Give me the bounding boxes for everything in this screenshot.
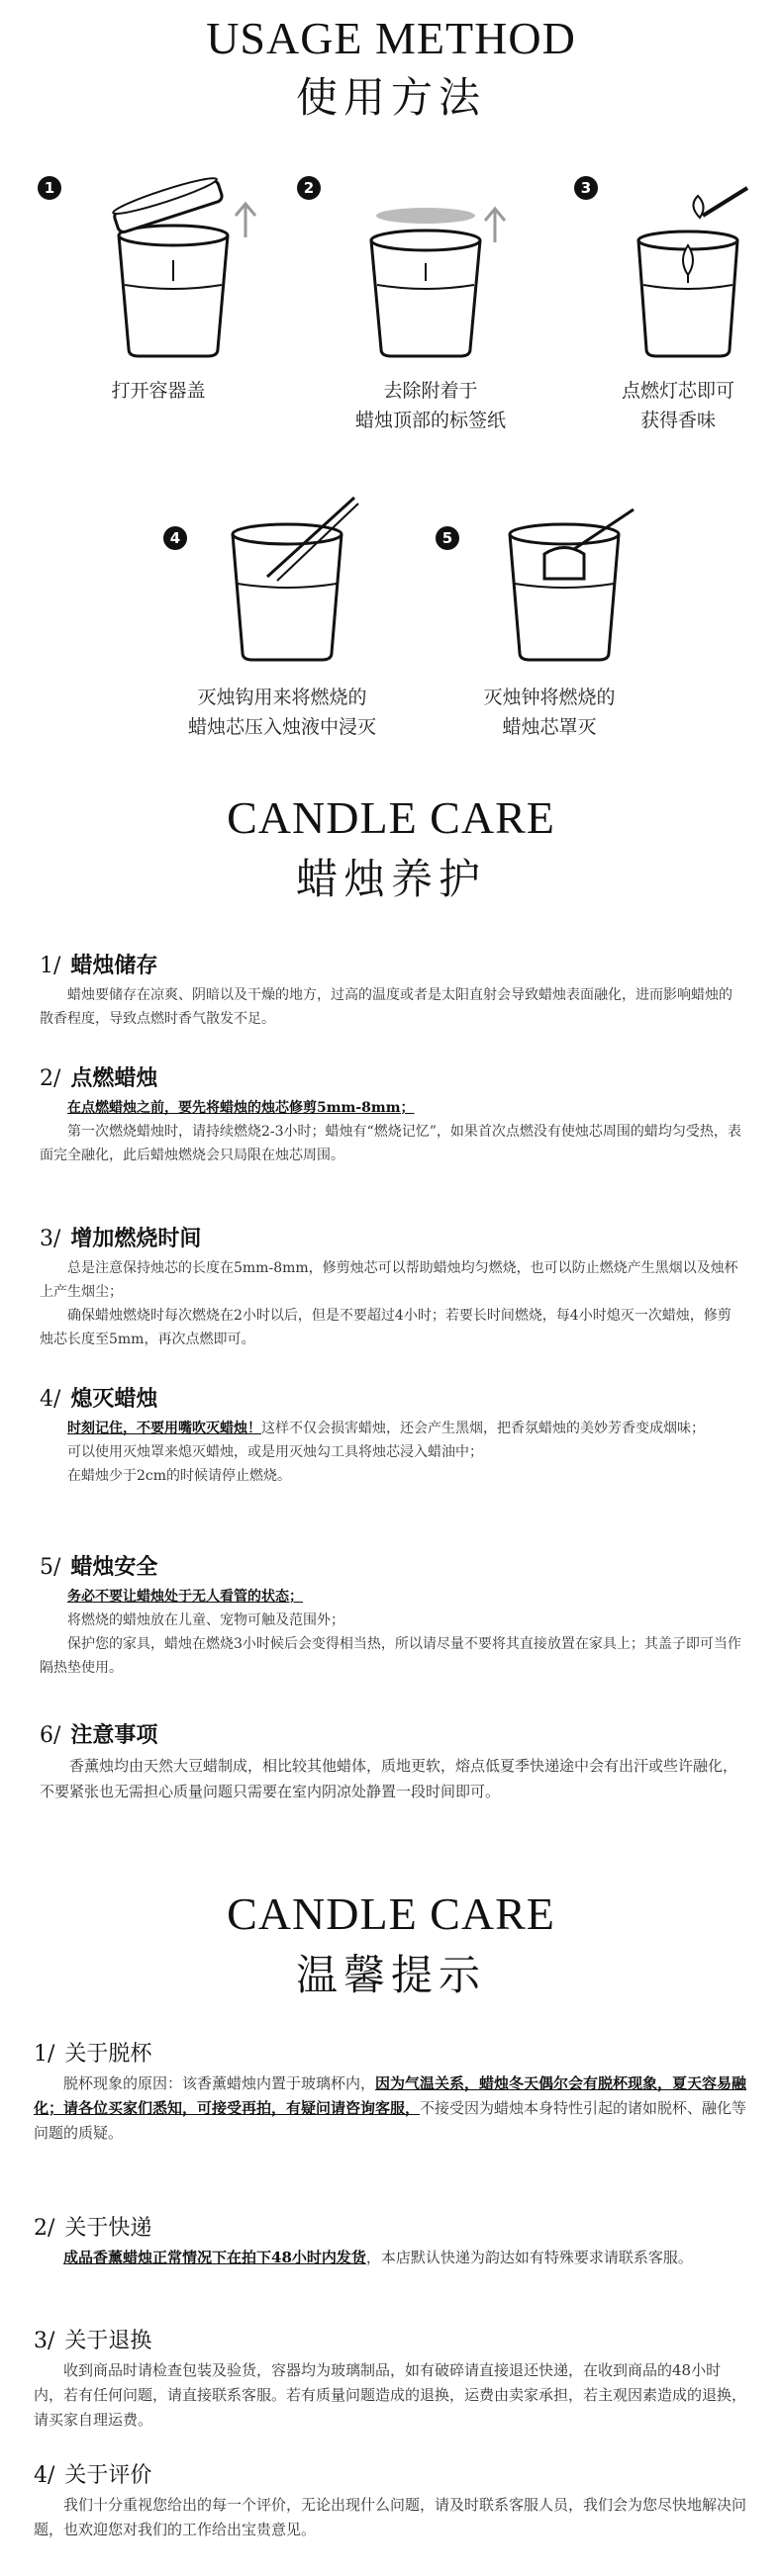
- usage-title-en: USAGE METHOD: [206, 13, 576, 63]
- section-text: 在蜡烛少于2cm的时候请停止燃烧。: [67, 1468, 292, 1484]
- section-title: 点燃蜡烛: [70, 1066, 158, 1091]
- care-title-zh: 蜡烛养护: [295, 855, 486, 903]
- caption-line: 灭烛钟将燃烧的: [483, 687, 616, 708]
- highlight-text: 成品香薰蜡烛正常情况下在拍下48小时内发货: [63, 2249, 366, 2266]
- section-text: 不接受因为蜡烛本身特性引起的诸如脱杯、融化等问题的质疑。: [34, 2099, 747, 2142]
- tips-section-3: [34, 2325, 748, 2433]
- caption-line: 蜡烛芯压入烛液中浸灭: [187, 716, 376, 738]
- section-text: 蜡烛要储存在凉爽、阴暗以及干燥的地方，过高的温度或者是太阳直射会导致蜡烛表面融化，进而影响蜡烛的散香程度，导致点燃时香气散发不足。: [40, 987, 733, 1027]
- care-section-4: [40, 1383, 742, 1488]
- section-text: 我们十分重视您给出的每一个评价，无论出现什么问题，请及时联系客服人员，我们会为您尽快地解决问题，也欢迎您对我们的工作给出宝贵意见。: [34, 2496, 747, 2538]
- step-2-badge: 2: [297, 176, 321, 200]
- remove-label-icon: [351, 176, 510, 364]
- step-3-caption: [584, 376, 772, 435]
- caption-line: 获得香味: [639, 410, 716, 431]
- section-number: 2/: [34, 2216, 55, 2241]
- section-number: 2/: [40, 1066, 61, 1091]
- care-section-5: [40, 1551, 742, 1680]
- care-section-1: [40, 950, 742, 1031]
- section-text: 收到商品时请检查包装及验货，容器均为玻璃制品，如有破碎请直接退还快递，在收到商品的48小时内，若有任何问题，请直接联系客服。若有质量问题造成的退换，运费由卖家承担，若主观因素造成的退换，请买家自理运费。: [34, 2361, 747, 2429]
- section-title: 关于退换: [64, 2329, 152, 2353]
- tips-section-1: [34, 2038, 748, 2146]
- section-text: ，本店默认快递为韵达如有特殊要求请联系客服。: [365, 2249, 693, 2266]
- care-section-6: [40, 1719, 742, 1804]
- highlight-text: 务必不要让蜡烛处于无人看管的状态；: [67, 1589, 303, 1605]
- caption-line: 去除附着于: [383, 380, 478, 402]
- highlight-text: 因为气温关系，蜡烛冬天偶尔会有脱杯现象，夏天容易融化；请各位买家们悉知，可接受再拍，有疑问请咨询客服，: [34, 2074, 747, 2117]
- usage-title-zh: 使用方法: [295, 73, 486, 122]
- care-section-3: [40, 1223, 742, 1351]
- snuffer-bell-icon: [485, 490, 643, 668]
- section-number: 4/: [34, 2463, 55, 2488]
- tips-section-4: [34, 2459, 748, 2542]
- section-number: 3/: [34, 2329, 55, 2353]
- section-text: 保护您的家具，蜡烛在燃烧3小时候后会变得相当热，所以请尽量不要将其直接放置在家具上；其盖子即可当作隔热垫使用。: [40, 1636, 741, 1676]
- caption-line: 打开容器盖: [111, 380, 206, 402]
- caption-line: 灭烛钩用来将燃烧的: [197, 687, 367, 708]
- section-title: 注意事项: [70, 1723, 158, 1748]
- caption-line: 蜡烛芯罩灭: [502, 716, 597, 738]
- section-number: 3/: [40, 1227, 61, 1251]
- section-title: 关于快递: [64, 2216, 152, 2241]
- section-text: 可以使用灭烛罩来熄灭蜡烛，或是用灭烛勾工具将烛芯浸入蜡油中；: [67, 1444, 483, 1460]
- light-wick-icon: [609, 176, 767, 364]
- tips-title-en: CANDLE CARE: [227, 1888, 555, 1939]
- section-title: 蜡烛储存: [70, 954, 158, 978]
- step-1-badge: 1: [38, 176, 61, 200]
- open-lid-icon: [99, 176, 257, 364]
- step-5-caption: [426, 683, 673, 742]
- section-title: 蜡烛安全: [70, 1555, 158, 1580]
- section-number: 1/: [34, 2042, 55, 2067]
- caption-line: 蜡烛顶部的标签纸: [354, 410, 506, 431]
- section-number: 1/: [40, 954, 61, 978]
- tips-section-2: [34, 2212, 748, 2270]
- section-number: 4/: [40, 1387, 61, 1412]
- section-text: 总是注意保持烛芯的长度在5mm-8mm，修剪烛芯可以帮助蜡烛均匀燃烧，也可以防止燃烧产生黑烟以及烛杯上产生烟尘；: [40, 1260, 738, 1300]
- caption-line: 点燃灯芯即可: [621, 380, 734, 402]
- section-text: 香薰烛均由天然大豆蜡制成，相比较其他蜡体，质地更软，熔点低夏季快递途中会有出汗或些许融化，不要紧张也无需担心质量问题只需要在室内阴凉处静置一段时间即可。: [40, 1757, 738, 1800]
- section-text: 将燃烧的蜡烛放在儿童、宠物可触及范围外；: [67, 1612, 344, 1628]
- step-2-caption: [297, 376, 564, 435]
- section-title: 关于脱杯: [64, 2042, 152, 2067]
- section-text: 这样不仅会损害蜡烛，还会产生黑烟，把香氛蜡烛的美妙芳香变成烟味；: [261, 1421, 705, 1436]
- care-section-2: [40, 1062, 742, 1167]
- section-title: 熄灭蜡烛: [70, 1387, 158, 1412]
- section-title: 增加燃烧时间: [70, 1227, 202, 1251]
- step-4-badge: 4: [163, 526, 187, 550]
- step-1-caption: [59, 376, 257, 406]
- section-text: 脱杯现象的原因：该香薰蜡烛内置于玻璃杯内，: [63, 2074, 376, 2092]
- snuff-hook-icon: [208, 490, 366, 668]
- highlight-text: 在点燃蜡烛之前，要先将蜡烛的烛芯修剪5mm-8mm；: [67, 1100, 415, 1116]
- step-5-badge: 5: [436, 526, 459, 550]
- section-text: 第一次燃烧蜡烛时，请持续燃烧2-3小时；蜡烛有“燃烧记忆”，如果首次点燃没有使烛芯周围的蜡均匀受热，表面完全融化，此后蜡烛燃烧会只局限在烛芯周围。: [40, 1124, 741, 1163]
- highlight-text: 时刻记住，不要用嘴吹灭蜡烛！: [67, 1421, 261, 1436]
- care-title-en: CANDLE CARE: [227, 792, 555, 843]
- step-4-caption: [139, 683, 426, 742]
- step-3-badge: 3: [574, 176, 598, 200]
- section-title: 关于评价: [64, 2463, 152, 2488]
- section-text: 确保蜡烛燃烧时每次燃烧在2小时以后，但是不要超过4小时；若要长时间燃烧，每4小时熄灭一次蜡烛，修剪烛芯长度至5mm，再次点燃即可。: [40, 1308, 732, 1347]
- section-number: 6/: [40, 1723, 61, 1748]
- tips-title-zh: 温馨提示: [295, 1951, 486, 1999]
- section-number: 5/: [40, 1555, 61, 1580]
